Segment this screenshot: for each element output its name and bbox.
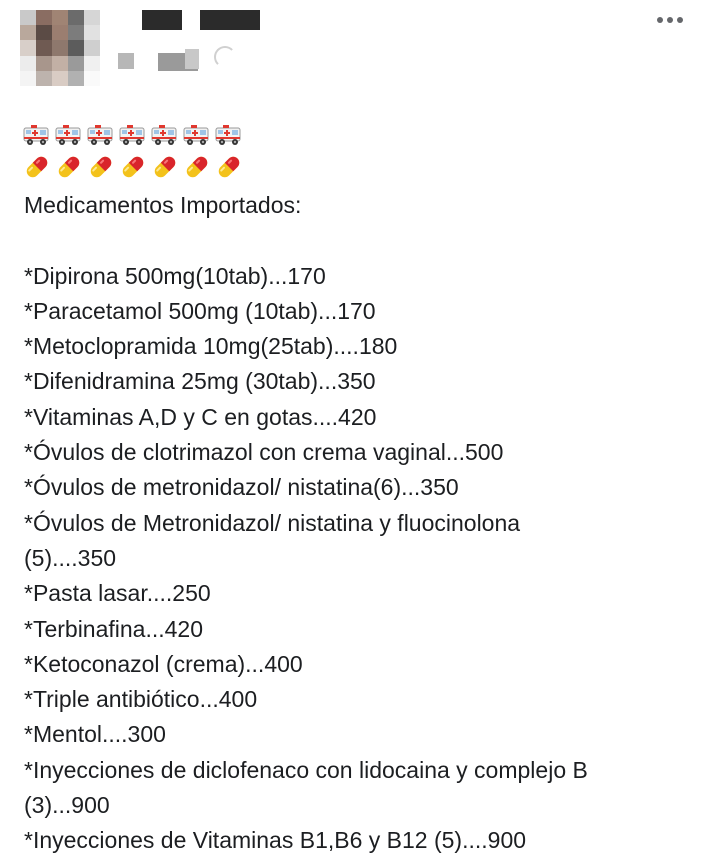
list-item: *Metoclopramida 10mg(25tab)....180 — [24, 333, 398, 360]
list-item: *Óvulos de Metronidazol/ nistatina y fluocinolona — [24, 509, 521, 536]
dot — [667, 17, 673, 23]
avatar-pixel — [84, 25, 100, 40]
blank-line — [24, 223, 704, 258]
dot — [657, 17, 663, 23]
ambulance-icon — [118, 120, 148, 148]
ambulance-icon — [150, 120, 180, 148]
avatar-pixel — [20, 71, 36, 86]
avatar-pixel — [52, 25, 68, 40]
list-item: *Triple antibiótico...400 — [24, 686, 258, 713]
list-item: *Óvulos de metronidazol/ nistatina(6)...350 — [24, 474, 459, 501]
ambulance-icon — [22, 120, 52, 148]
list-item-continuation: (5)....350 — [24, 544, 117, 571]
avatar-pixel — [52, 10, 68, 25]
avatar-pixel — [68, 25, 84, 40]
more-options-icon[interactable] — [650, 12, 690, 28]
pill-icon — [150, 152, 180, 182]
post-meta-redacted — [118, 53, 134, 69]
dot — [677, 17, 683, 23]
pill-icon — [118, 152, 148, 182]
audience-globe-icon — [214, 46, 236, 68]
list-item: *Difenidramina 25mg (30tab)...350 — [24, 368, 376, 395]
avatar-pixel — [36, 56, 52, 71]
list-item: *Ketoconazol (crema)...400 — [24, 650, 303, 677]
post-meta-redacted-2 — [185, 49, 199, 69]
avatar-pixel — [84, 56, 100, 71]
list-item: *Vitaminas A,D y C en gotas....420 — [24, 403, 377, 430]
avatar-pixel — [68, 40, 84, 55]
avatar-pixel — [68, 56, 84, 71]
ambulance-icon — [182, 120, 212, 148]
avatar-pixel — [84, 10, 100, 25]
list-item: *Pasta lasar....250 — [24, 580, 211, 607]
avatar-pixel — [52, 56, 68, 71]
post-body — [24, 188, 704, 859]
ambulance-icon — [86, 120, 116, 148]
avatar-pixel — [36, 25, 52, 40]
avatar-pixel — [20, 56, 36, 71]
avatar-pixel — [36, 71, 52, 86]
pill-icon — [86, 152, 116, 182]
avatar-pixel — [20, 40, 36, 55]
list-item: *Mentol....300 — [24, 721, 166, 748]
author-name-redacted[interactable] — [142, 10, 182, 30]
avatar-pixel — [36, 10, 52, 25]
avatar-pixel — [68, 71, 84, 86]
pill-icon — [54, 152, 84, 182]
list-item: *Terbinafina...420 — [24, 615, 204, 642]
avatar-pixel — [84, 40, 100, 55]
list-item: *Inyecciones de diclofenaco con lidocaina y complejo B — [24, 756, 588, 783]
list-item: *Inyecciones de Vitaminas B1,B6 y B12 (5)....900 — [24, 827, 527, 854]
post-heading: Medicamentos Importados: — [24, 192, 302, 218]
ambulance-icon — [54, 120, 84, 148]
pill-icon — [214, 152, 244, 182]
pill-icon — [182, 152, 212, 182]
list-item-continuation: (3)...900 — [24, 792, 110, 819]
avatar-pixel — [52, 40, 68, 55]
list-item: *Dipirona 500mg(10tab)...170 — [24, 262, 326, 289]
ambulance-emoji-row — [22, 120, 244, 150]
avatar-pixel — [52, 71, 68, 86]
author-name-redacted-2[interactable] — [200, 10, 260, 30]
ambulance-icon — [214, 120, 244, 148]
avatar-pixel — [36, 40, 52, 55]
pill-icon — [22, 152, 52, 182]
avatar-pixel — [68, 10, 84, 25]
avatar-pixel — [20, 25, 36, 40]
post-header — [0, 0, 720, 100]
avatar-pixel — [84, 71, 100, 86]
pill-emoji-row — [22, 152, 244, 182]
list-item: *Paracetamol 500mg (10tab)...170 — [24, 297, 376, 324]
list-item: *Óvulos de clotrimazol con crema vaginal...500 — [24, 439, 504, 466]
avatar-pixel — [20, 10, 36, 25]
avatar[interactable] — [20, 10, 100, 86]
